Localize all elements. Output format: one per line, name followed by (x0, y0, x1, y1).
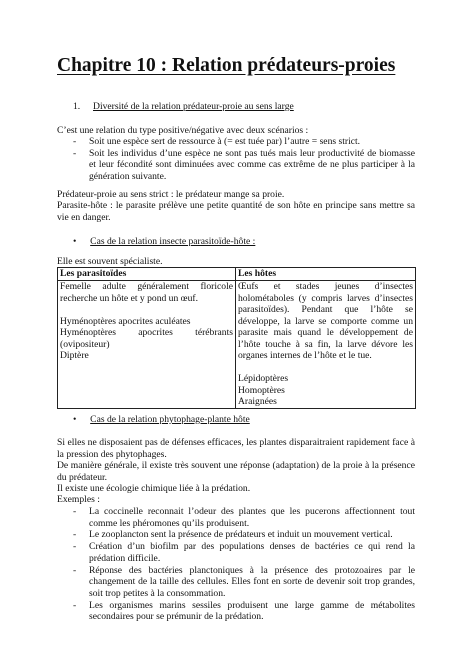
example-text: Le zooplancton sent la présence de prédateurs et induit un mouvement vertical. (89, 529, 393, 541)
scenario-item (73, 136, 415, 148)
paragraph-adaptation: De manière générale, il existe très souvent une réponse (adaptation) de la proie à la présence du prédateur. (57, 460, 415, 483)
host-item: Homoptères (238, 384, 285, 396)
examples-list (73, 506, 415, 623)
scenario-item (73, 148, 415, 183)
bullet-marker: • (73, 236, 77, 247)
example-item (73, 541, 415, 564)
example-item (73, 506, 415, 529)
parasitoid-item: Hyménoptères apocrites térébrants (ovipositeur) (60, 327, 233, 350)
table-header-row (58, 268, 416, 281)
scenario-text: Soit les individus d’une espèce ne sont pas tués mais leur productivité de biomasse et leur fécondité sont diminuées avec comme cas extrême de ne plus participer à la génération suivante. (89, 147, 415, 182)
example-item (73, 529, 415, 541)
paragraph-chemical-ecology: Il existe une écologie chimique liée à la prédation. (57, 483, 251, 494)
example-text: Réponse des bactéries planctoniques à la présence des protozoaires par le changement de la taille des cellules. Elles font en sorte de devenir soit trop grandes, soit trop petites à la consommation. (89, 564, 415, 599)
bullet-heading-parasitoid (73, 236, 255, 248)
dash-marker: - (73, 147, 77, 159)
host-description: Œufs et stades jeunes d’insectes holométaboles (y compris larves d’insectes parasitoïdes). Pendant que l’hôte se développe, la larve se comporte comme un parasite mais quand le développement de l’hôte touche à sa fin, la larve dévore les organes internes de l’hôte et le tue. (238, 281, 413, 361)
dash-marker: - (73, 599, 77, 611)
bullet-marker: • (73, 414, 77, 425)
host-item: Lépidoptères (238, 373, 289, 384)
definition-predator: Prédateur-proie au sens strict : le prédateur mange sa proie. (57, 189, 285, 200)
table-header-hosts: Les hôtes (236, 268, 416, 281)
dash-marker: - (73, 564, 77, 576)
intro-text: C’est une relation du type positive/négative avec deux scénarios : (57, 125, 309, 136)
parasitoid-item: Hyménoptères apocrites aculéates (60, 315, 191, 327)
example-item (73, 600, 415, 623)
parasitoid-host-table (57, 267, 416, 409)
table-header-parasitoids: Les parasitoïdes (58, 268, 236, 281)
example-text: Création d’un biofilm par des populations denses de bactéries ce qui rend la prédation difficile. (89, 541, 415, 564)
bullet-title: Cas de la relation phytophage-plante hôte (90, 414, 250, 425)
bullet-heading-phytophage (73, 414, 250, 426)
example-text: La coccinelle reconnait l’odeur des plantes que les pucerons affectionnent tout comme les phéromones qu’ils produisent. (89, 506, 415, 529)
dash-marker: - (73, 136, 77, 147)
dash-marker: - (73, 506, 77, 517)
scenario-list (73, 136, 415, 182)
example-text: Les organismes marins sessiles produisent une large gamme de métabolites secondaires pour se prémunir de la prédation. (89, 599, 415, 623)
parasitoid-description: Femelle adulte généralement floricole recherche un hôte et y pond un œuf. (60, 281, 233, 304)
example-item (73, 565, 415, 600)
section-title: Diversité de la relation prédateur-proie au sens large (93, 101, 294, 112)
dash-marker: - (73, 529, 77, 541)
paragraph-defenses: Si elles ne disposaient pas de défenses efficaces, les plantes disparaitraient rapidement face à la pression des phytophages. (57, 437, 415, 460)
section-number: 1. (73, 101, 81, 112)
table-row (58, 281, 416, 409)
scenario-text: Soit une espèce sert de ressource à (= est tuée par) l’autre = sens strict. (89, 136, 361, 147)
table-cell-hosts (236, 281, 416, 409)
definition-parasite: Parasite-hôte : le parasite prélève une petite quantité de son hôte en principe sans mettre sa vie en danger. (57, 200, 415, 223)
chapter-title: Chapitre 10 : Relation prédateurs-proies (57, 55, 396, 76)
parasitoid-item: Diptère (60, 350, 89, 361)
examples-label: Exemples : (57, 494, 100, 505)
section-heading (73, 101, 294, 113)
table-cell-parasitoids (58, 281, 236, 409)
host-item: Araignées (238, 396, 277, 407)
dash-marker: - (73, 541, 77, 553)
bullet-title: Cas de la relation insecte parasitoïde-hôte : (90, 236, 256, 247)
specialist-text: Elle est souvent spécialiste. (57, 256, 163, 267)
